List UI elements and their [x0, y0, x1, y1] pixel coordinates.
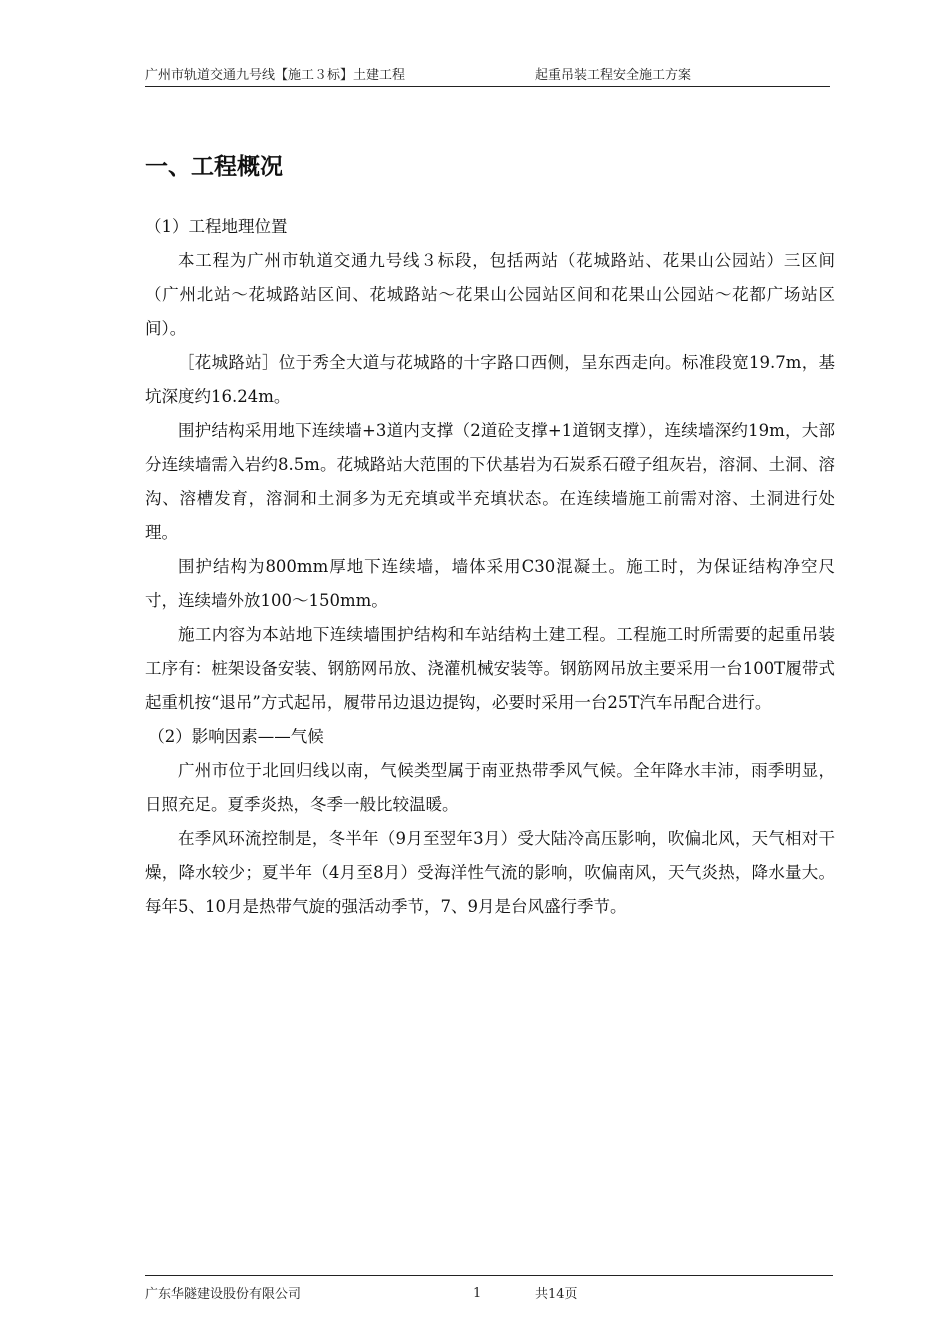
footer-divider — [145, 1275, 833, 1276]
paragraph-lifting-work: 施工内容为本站地下连续墙围护结构和车站结构土建工程。工程施工时所需要的起重吊装工序有：桩架设备安装、钢筋网吊放、浇灌机械安装等。钢筋网吊放主要采用一台100T履带式起重机按“退吊”方式起吊，履带吊边退边提钩，必要时采用一台25T汽车吊配合进行。 — [145, 625, 835, 712]
section-heading-location: （1）工程地理位置 — [145, 217, 288, 236]
paragraph-retaining-support: 围护结构采用地下连续墙+3道内支撑（2道砼支撑+1道钢支撑），连续墙深约19m，大部分连续墙需入岩约8.5m。花城路站大范围的下伏基岩为石炭系石磴子组灰岩，溶洞、土洞、溶沟、溶槽发育，溶洞和土洞多为无充填或半充填状态。在连续墙施工前需对溶、土洞进行处理。 — [145, 421, 835, 542]
paragraph-huacheng-station: ［花城路站］位于秀全大道与花城路的十字路口西侧，呈东西走向。标准段宽19.7m，基坑深度约16.24m。 — [145, 353, 835, 406]
paragraph-climate-type: 广州市位于北回归线以南，气候类型属于南亚热带季风气候。全年降水丰沛，雨季明显，日照充足。夏季炎热，冬季一般比较温暖。 — [145, 761, 835, 814]
footer-total-pages: 共14页 — [535, 1287, 578, 1302]
header-project-name: 广州市轨道交通九号线【施工３标】土建工程 — [145, 68, 406, 83]
header-divider — [145, 86, 830, 87]
paragraph-diaphragm-wall: 围护结构为800mm厚地下连续墙，墙体采用C30混凝土。施工时，为保证结构净空尺寸，连续墙外放100～150mm。 — [145, 557, 835, 610]
paragraph-monsoon: 在季风环流控制是，冬半年（9月至翌年3月）受大陆冷高压影响，吹偏北风，天气相对干燥，降水较少；夏半年（4月至8月）受海洋性气流的影响，吹偏南风，天气炎热，降水量大。每年5、10月是热带气旋的强活动季节，7、9月是台风盛行季节。 — [145, 829, 835, 916]
page-footer — [145, 1283, 833, 1303]
header-document-title: 起重吊装工程安全施工方案 — [535, 68, 692, 83]
paragraph-project-scope: 本工程为广州市轨道交通九号线３标段，包括两站（花城路站、花果山公园站）三区间（广州北站～花城路站区间、花城路站～花果山公园站区间和花果山公园站～花都广场站区间）。 — [145, 251, 835, 338]
page-title: 一、工程概况 — [145, 154, 283, 180]
document-body — [145, 210, 835, 924]
footer-company-name: 广东华隧建设股份有限公司 — [145, 1287, 302, 1302]
page-header — [145, 64, 830, 86]
footer-page-number: 1 — [473, 1286, 482, 1301]
section-heading-climate: （2）影响因素——气候 — [148, 727, 324, 746]
